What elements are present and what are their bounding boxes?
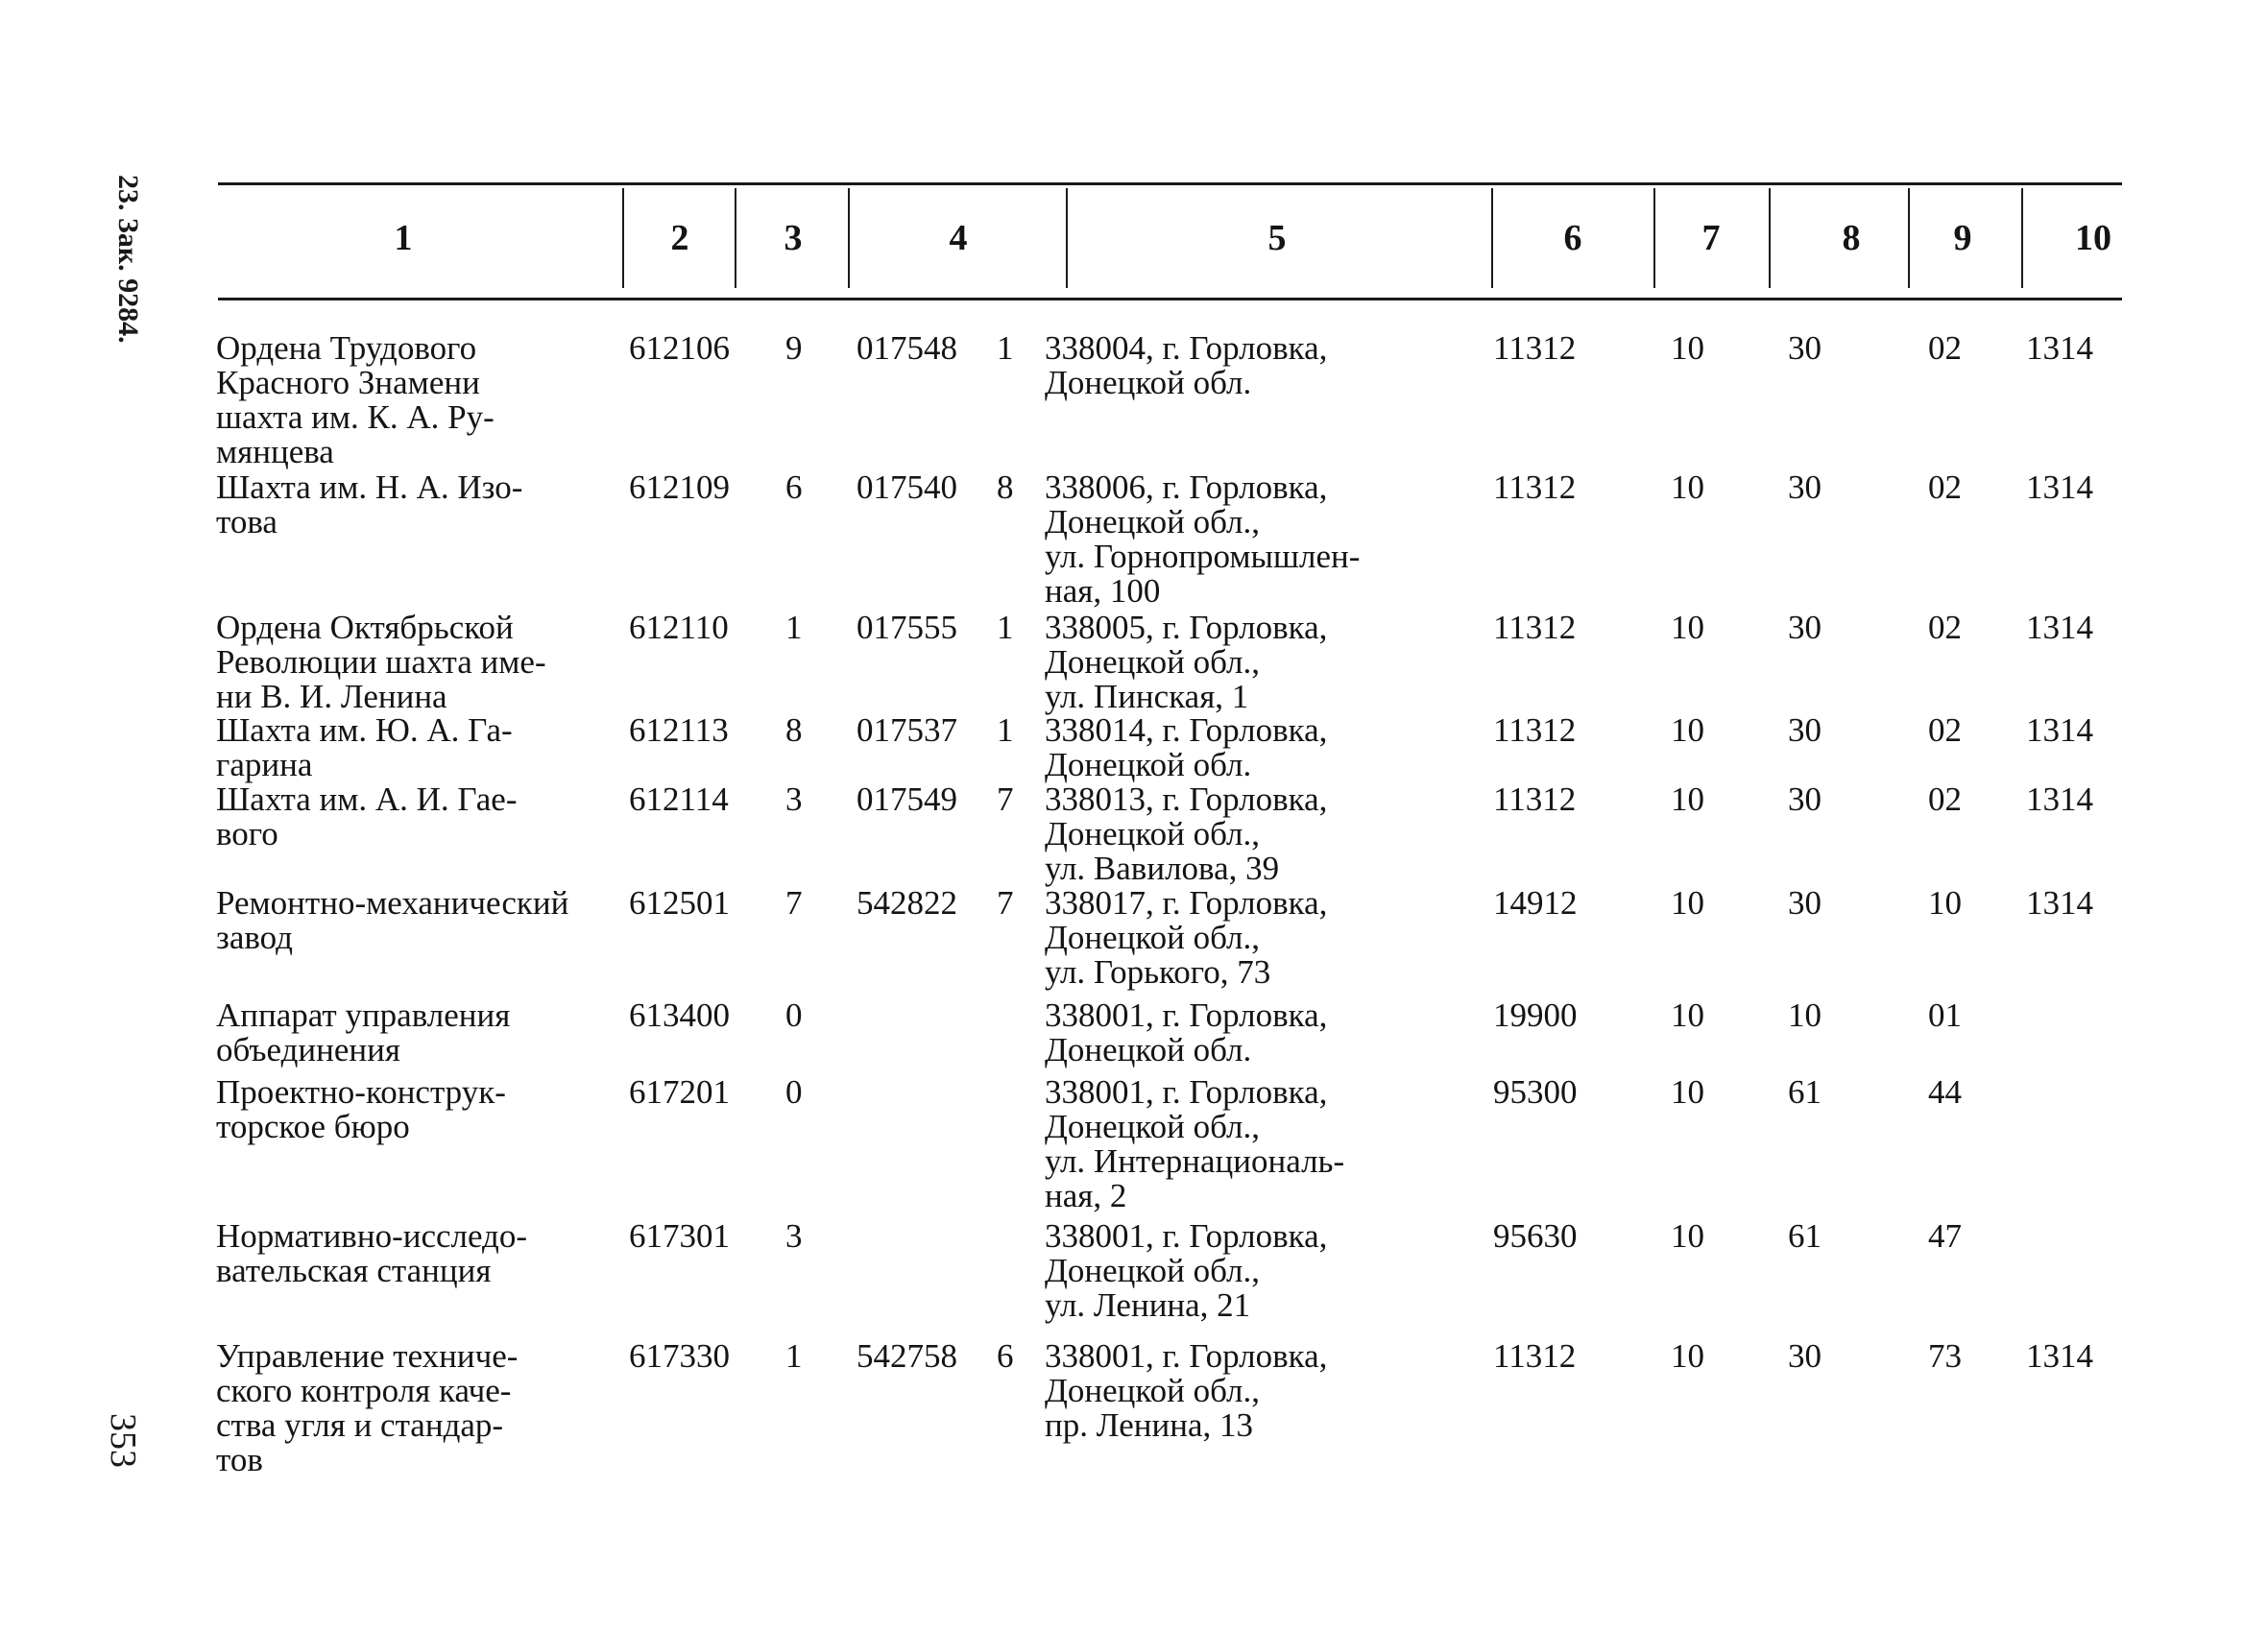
column-header-1: 1 [394,218,413,258]
address: 338001, г. Горловка, Донецкой обл. [1045,996,1328,1068]
okpo-digit: 1 [997,609,1014,646]
margin-note: 23. Зак. 9284. [112,175,144,344]
col-6: 11312 [1493,329,1577,367]
col-9: 10 [1928,884,1962,922]
control-digit: 3 [785,780,803,818]
col-6: 11312 [1493,1337,1577,1375]
header-top-rule [218,182,2122,185]
okpo-code: 017549 [857,780,957,818]
col-9: 02 [1928,329,1962,367]
col-7: 10 [1671,1337,1704,1375]
col-9: 02 [1928,468,1962,506]
org-code: 612110 [629,609,729,646]
okpo-digit: 8 [997,468,1014,506]
col-9: 47 [1928,1217,1962,1255]
address: 338006, г. Горловка, Донецкой обл., ул. Горнопромышлен- ная, 100 [1045,468,1361,610]
header-divider [735,188,736,288]
col-7: 10 [1671,609,1704,646]
column-header-10: 10 [2075,218,2111,258]
org-code: 613400 [629,996,730,1034]
org-name: Ордена Трудового Красного Знамени шахта им. К. А. Ру- мянцева [216,329,495,470]
col-6: 95300 [1493,1073,1578,1111]
header-divider [622,188,624,288]
org-name: Управление техниче- ского контроля каче- ства угля и стандар- тов [216,1337,519,1478]
org-name: Ремонтно-механический завод [216,884,569,956]
org-code: 612501 [629,884,730,922]
org-code: 612113 [629,711,729,749]
column-header-2: 2 [670,218,689,258]
col-10: 1314 [2026,884,2093,922]
address: 338005, г. Горловка, Донецкой обл., ул. Пинская, 1 [1045,609,1328,715]
col-6: 95630 [1493,1217,1578,1255]
col-8: 30 [1788,609,1822,646]
col-6: 19900 [1493,996,1578,1034]
address: 338013, г. Горловка, Донецкой обл., ул. Вавилова, 39 [1045,780,1328,887]
org-code: 612106 [629,329,730,367]
header-divider [1066,188,1068,288]
col-7: 10 [1671,780,1704,818]
org-code: 617201 [629,1073,730,1111]
okpo-code: 017540 [857,468,957,506]
col-9: 02 [1928,609,1962,646]
control-digit: 1 [785,609,803,646]
org-code: 612114 [629,780,729,818]
header-divider [1908,188,1910,288]
page-number: 353 [103,1413,143,1468]
control-digit: 1 [785,1337,803,1375]
okpo-digit: 6 [997,1337,1014,1375]
col-8: 30 [1788,884,1822,922]
header-bottom-rule [218,298,2122,300]
col-7: 10 [1671,468,1704,506]
okpo-code: 542758 [857,1337,957,1375]
control-digit: 0 [785,996,803,1034]
col-7: 10 [1671,329,1704,367]
col-9: 02 [1928,711,1962,749]
org-name: Шахта им. Н. А. Изо- това [216,468,523,540]
col-10: 1314 [2026,329,2093,367]
okpo-code: 017537 [857,711,957,749]
col-7: 10 [1671,1073,1704,1111]
col-7: 10 [1671,1217,1704,1255]
col-8: 10 [1788,996,1822,1034]
col-6: 11312 [1493,711,1577,749]
col-8: 30 [1788,780,1822,818]
address: 338017, г. Горловка, Донецкой обл., ул. Горького, 73 [1045,884,1328,991]
col-9: 02 [1928,780,1962,818]
okpo-digit: 7 [997,884,1014,922]
org-name: Шахта им. А. И. Гае- вого [216,780,518,852]
address: 338001, г. Горловка, Донецкой обл., пр. Ленина, 13 [1045,1337,1328,1444]
col-9: 01 [1928,996,1962,1034]
okpo-code: 017555 [857,609,957,646]
col-8: 30 [1788,468,1822,506]
address: 338004, г. Горловка, Донецкой обл. [1045,329,1328,401]
header-divider [2021,188,2023,288]
col-10: 1314 [2026,468,2093,506]
col-9: 44 [1928,1073,1962,1111]
okpo-code: 017548 [857,329,957,367]
col-10: 1314 [2026,780,2093,818]
org-name: Шахта им. Ю. А. Га- гарина [216,711,513,783]
control-digit: 3 [785,1217,803,1255]
org-code: 612109 [629,468,730,506]
header-divider [1491,188,1493,288]
org-name: Проектно-конструк- торское бюро [216,1073,506,1145]
org-name: Аппарат управления объединения [216,996,511,1068]
column-header-6: 6 [1563,218,1582,258]
column-header-4: 4 [949,218,968,258]
control-digit: 6 [785,468,803,506]
okpo-code: 542822 [857,884,957,922]
col-10: 1314 [2026,711,2093,749]
address: 338001, г. Горловка, Донецкой обл., ул. Интернациональ- ная, 2 [1045,1073,1345,1214]
col-7: 10 [1671,711,1704,749]
control-digit: 0 [785,1073,803,1111]
org-code: 617330 [629,1337,730,1375]
column-header-3: 3 [784,218,803,258]
control-digit: 7 [785,884,803,922]
header-divider [848,188,850,288]
col-8: 30 [1788,1337,1822,1375]
address: 338001, г. Горловка, Донецкой обл., ул. Ленина, 21 [1045,1217,1328,1324]
org-name: Ордена Октябрьской Революции шахта име- ни В. И. Ленина [216,609,546,715]
control-digit: 9 [785,329,803,367]
col-7: 10 [1671,884,1704,922]
control-digit: 8 [785,711,803,749]
okpo-digit: 1 [997,329,1014,367]
col-6: 14912 [1493,884,1578,922]
address: 338014, г. Горловка, Донецкой обл. [1045,711,1328,783]
col-6: 11312 [1493,609,1577,646]
column-header-5: 5 [1267,218,1287,258]
col-6: 11312 [1493,780,1577,818]
column-header-8: 8 [1842,218,1861,258]
column-header-9: 9 [1953,218,1972,258]
org-code: 617301 [629,1217,730,1255]
okpo-digit: 1 [997,711,1014,749]
col-10: 1314 [2026,1337,2093,1375]
org-name: Нормативно-исследо- вательская станция [216,1217,528,1289]
col-6: 11312 [1493,468,1577,506]
col-8: 30 [1788,329,1822,367]
col-9: 73 [1928,1337,1962,1375]
col-8: 61 [1788,1217,1822,1255]
header-divider [1653,188,1655,288]
okpo-digit: 7 [997,780,1014,818]
col-8: 30 [1788,711,1822,749]
col-10: 1314 [2026,609,2093,646]
col-8: 61 [1788,1073,1822,1111]
header-divider [1769,188,1771,288]
column-header-7: 7 [1701,218,1721,258]
col-7: 10 [1671,996,1704,1034]
